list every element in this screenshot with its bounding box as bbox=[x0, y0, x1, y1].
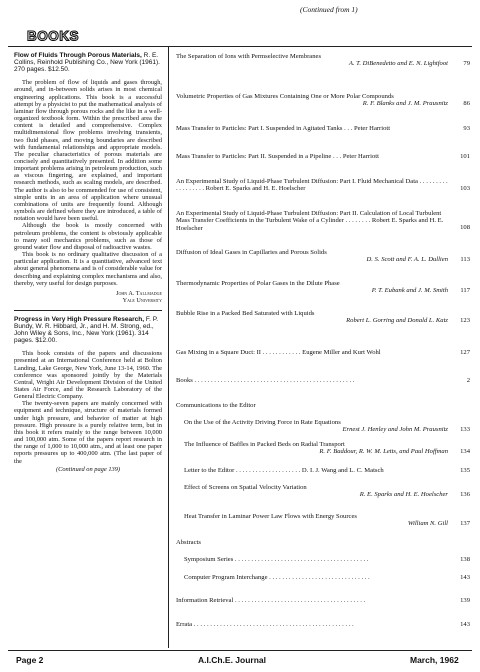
toc-entry-title: Computer Program Interchange . . . . . . . . . . . . . . . . . . . . . . . . . . . . . . . 143 bbox=[184, 574, 470, 581]
review-1-title: Flow of Fluids Through Porous Materials, bbox=[14, 52, 142, 59]
footer-page-number: Page 2 bbox=[16, 655, 44, 665]
footer-journal: A.I.Ch.E. Journal bbox=[198, 655, 267, 665]
bottom-rule bbox=[8, 650, 472, 651]
toc-entry[interactable] bbox=[176, 621, 470, 628]
toc-entry[interactable] bbox=[176, 556, 470, 563]
review-2-title: Progress in Very High Pressure Research, bbox=[14, 315, 145, 323]
review-2-citation: F. P. Bundy, W. R. Hibbard, Jr., and H. M. Strong, ed., John Wiley & Sons, Inc., New York (1961). 314 pages. $12.00. bbox=[14, 315, 159, 345]
toc-entry-authors: Robert L. Gorring and Donald L. Katz 123 bbox=[346, 317, 470, 325]
review-2-paragraph: This book consists of the papers and discussions presented at an International Conference held at Bolton Landing, Lake George, New York, June 13-14, 1960. The conference was sponsored jointly by the Materials Central, Wright Air Development Division of the United States Air Force, and the Research Laboratory of the General Electric Company. bbox=[14, 350, 162, 401]
review-1-paragraph: The problem of flow of liquids and gases through, around, and in-between solids arises in most chemical engineering applications. This book is a successful attempt by a physicist to put the mathematical analysis of laminar flow through porous rocks and the like in a well-organized textbook form. Within the prescribed area the content is detailed and comprehensive. Complex multidimensional flow problems involving transients, two fluid phases, and moving boundaries are described with fundamental relationships and appropriate models. The peculiar characteristics of porous materials are concisely and quantitatively presented. In addition some important problems arising in petroleum production, such as viscous fingering, are explained, and important research methods, such as scaling models, are described. The author is also to be commended for use of consistent, simple units in an area of application where unusual combinations of units are frequently found. Although symbols are defined where they are introduced, a table of notation would have been useful. bbox=[14, 79, 162, 223]
toc-entry-title: Gas Mixing in a Square Duct: II . . . . . . . . . . . . Eugene Miller and Kurt Wohl 127 bbox=[176, 349, 470, 356]
review-1-citation: R. E. Collins, Reinhold Publishing Co., New York (1961). 270 pages. $12.50. bbox=[14, 52, 160, 74]
reviewer-affiliation: Yale University bbox=[122, 296, 162, 304]
toc-entry[interactable] bbox=[176, 125, 470, 132]
review-2-heading bbox=[14, 316, 162, 344]
toc-entry-page: 2 bbox=[466, 377, 470, 384]
svg-text:BOOKS: BOOKS bbox=[27, 28, 80, 43]
toc-entry-page: 101 bbox=[460, 153, 470, 160]
toc-entry-title: An Experimental Study of Liquid-Phase Turbulent Diffusion: Part I. Fluid Mechanical Data . . . . . . . . . . . . . . . . . . Robert E. Sparks and H. E. Hoelscher 103 bbox=[176, 178, 470, 193]
toc-entry-page: 93 bbox=[463, 125, 470, 132]
toc-entry[interactable] bbox=[176, 377, 470, 384]
toc-entry-page: 127 bbox=[460, 349, 470, 356]
review-2-paragraph: The twenty-seven papers are mainly concerned with equipment and technique, structure of materials formed under high pressure, and behavior of matter at high pressure. High pressure is a purely relative term, but in this book it refers mainly to the range between 10,000 and 100,000 atm. Some of the papers report research in the range of 1,000 to 10,000 atm., and at least one paper reports pressures up to 400,000 atm. (The last paper of the bbox=[14, 400, 162, 465]
toc-entry-page: 135 bbox=[460, 467, 470, 474]
toc-entry[interactable] bbox=[176, 249, 470, 264]
toc-entry-page: 108 bbox=[460, 224, 470, 231]
toc-entry-title: Books . . . . . . . . . . . . . . . . . . . . . . . . . . . . . . . . . . . . . . . . . . . . . . . . . 2 bbox=[176, 377, 470, 384]
toc-entry[interactable] bbox=[176, 280, 470, 295]
top-rule bbox=[8, 46, 472, 47]
toc-entry-title: The Separation of Ions with Permselective Membranes bbox=[176, 53, 322, 60]
toc-entry-title: Errata . . . . . . . . . . . . . . . . . . . . . . . . . . . . . . . . . . . . . . . . . . . . . . . . . 143 bbox=[176, 621, 470, 628]
toc-entry-page: 139 bbox=[460, 597, 470, 604]
continued-on-note: (Continued on page 139) bbox=[55, 465, 121, 473]
toc-entry-title: Information Retrieval . . . . . . . . . . . . . . . . . . . . . . . . . . . . . . . . . . . . . . . . 139 bbox=[176, 597, 470, 604]
toc-entry-page: 134 bbox=[460, 448, 470, 456]
toc-entry[interactable] bbox=[176, 53, 470, 68]
toc-entry[interactable] bbox=[176, 467, 470, 474]
toc-entry-title: An Experimental Study of Liquid-Phase Turbulent Diffusion: Part II. Calculation of Local Turbulent Mass Transfer Coefficients in the Turbulent Wake of a Cylinder . . . . . . . . Robert E. Sparks and H. E. Hoelscher 108 bbox=[176, 210, 470, 232]
continued-from-note: (Continued from 1) bbox=[300, 5, 358, 14]
toc-entry-page: 79 bbox=[463, 60, 470, 68]
toc-entry[interactable] bbox=[176, 349, 470, 356]
toc-entry[interactable] bbox=[176, 153, 470, 160]
toc-entry-page: 138 bbox=[460, 556, 470, 563]
toc-entry-title: Letter to the Editor . . . . . . . . . . . . . . . . . . . . D. I. J. Wang and L. C. Matsch 135 bbox=[184, 467, 470, 474]
toc-entry[interactable] bbox=[176, 574, 470, 581]
review-1-heading bbox=[14, 52, 162, 73]
toc-entry-page: 137 bbox=[460, 520, 470, 528]
toc-entry-page: 136 bbox=[460, 491, 470, 499]
toc-entry-title: Mass Transfer to Particles: Part II. Suspended in a Pipeline . . . Peter Harriott 101 bbox=[176, 153, 470, 160]
toc-entry-page: 123 bbox=[460, 317, 470, 325]
toc-entry-authors: P. T. Eubank and J. M. Smith 117 bbox=[371, 287, 470, 295]
review-1-reviewer bbox=[14, 290, 162, 304]
toc-entry-page: 117 bbox=[460, 287, 470, 295]
toc-entry[interactable] bbox=[176, 419, 470, 434]
toc-entry[interactable] bbox=[176, 310, 470, 325]
toc-entry[interactable] bbox=[176, 93, 470, 108]
footer-date: March, 1962 bbox=[410, 655, 459, 665]
toc-entry-title: Abstracts bbox=[176, 539, 201, 546]
toc-entry[interactable] bbox=[176, 539, 470, 546]
toc-entry[interactable] bbox=[176, 402, 470, 409]
toc-entry-page: 113 bbox=[460, 256, 470, 264]
toc-entry-title: The Influence of Baffles in Packed Beds on Radial Transport bbox=[184, 441, 345, 448]
toc-entry-authors: A. T. DiBenedetto and E. N. Lightfoot 79 bbox=[348, 60, 470, 68]
toc-entry-title: Bubble Rise in a Packed Bed Saturated with Liquids bbox=[176, 310, 315, 317]
toc-entry[interactable] bbox=[176, 513, 470, 528]
toc-entry-title: Communications to the Editor bbox=[176, 402, 256, 409]
toc-entry-title: Volumetric Properties of Gas Mixtures Containing One or More Polar Compounds bbox=[176, 93, 394, 100]
toc-entry-title: Symposium Series . . . . . . . . . . . . . . . . . . . . . . . . . . . . . . . . . . . . . . . . . 138 bbox=[184, 556, 470, 563]
toc-entry-authors: R. F. Blanks and J. M. Prausnitz 86 bbox=[362, 100, 470, 108]
toc-entry-title: On the Use of the Activity Driving Force in Rate Equations bbox=[184, 419, 341, 426]
reviewer-name: John A. Tallmadge bbox=[116, 289, 162, 297]
review-1-paragraph: Although the book is mostly concerned with petroleum problems, the content is obviously applicable to many soil mechanics problems, such as those of ground water flow and disposal of radioactive wastes. bbox=[14, 222, 162, 251]
toc-entry-page: 133 bbox=[460, 426, 470, 434]
toc-entry[interactable] bbox=[176, 210, 470, 232]
review-1-paragraph: This book is no ordinary qualitative discussion of a particular application. It is a quantitative, advanced text about general phenomena and is of considerable value for describing and explaining complex mechanisms and also, thereby, very useful for design purposes. bbox=[14, 251, 162, 287]
toc-entry-title: Mass Transfer to Particles: Part I. Suspended in Agitated Tanks . . . Peter Harriott 93 bbox=[176, 125, 470, 132]
toc-entry[interactable] bbox=[176, 441, 470, 456]
toc-entry-authors: R. F. Baddour, R. W. M. Letts, and Paul Hoffman 134 bbox=[319, 448, 470, 456]
toc-entry-page: 103 bbox=[460, 185, 470, 192]
toc-entry-page: 86 bbox=[463, 100, 470, 108]
books-section-logo bbox=[26, 28, 86, 43]
toc-entry-title: Heat Transfer in Laminar Power Law Flows with Energy Sources bbox=[184, 513, 357, 520]
toc-entry-page: 143 bbox=[460, 574, 470, 581]
toc-entry-authors: William N. Gill 137 bbox=[407, 520, 470, 528]
toc-entry-title: Effect of Screens on Spatial Velocity Variation bbox=[184, 484, 307, 491]
toc-entry-page: 143 bbox=[460, 621, 470, 628]
toc-entry-authors: D. S. Scott and F. A. L. Dullien 113 bbox=[366, 256, 470, 264]
toc-entry-authors: Ernest J. Henley and John M. Prausnitz 133 bbox=[342, 426, 470, 434]
toc-entry-title: Diffusion of Ideal Gases in Capillaries and Porous Solids bbox=[176, 249, 327, 256]
toc-entry-title: Thermodynamic Properties of Polar Gases in the Dilute Phase bbox=[176, 280, 340, 287]
toc-entry[interactable] bbox=[176, 178, 470, 193]
column-divider bbox=[168, 46, 169, 648]
toc-entry[interactable] bbox=[176, 597, 470, 604]
toc-entry[interactable] bbox=[176, 484, 470, 499]
review-separator bbox=[14, 310, 162, 311]
book-reviews-column bbox=[14, 52, 162, 473]
toc-entry-authors: R. E. Sparks and H. E. Hoelscher 136 bbox=[359, 491, 470, 499]
